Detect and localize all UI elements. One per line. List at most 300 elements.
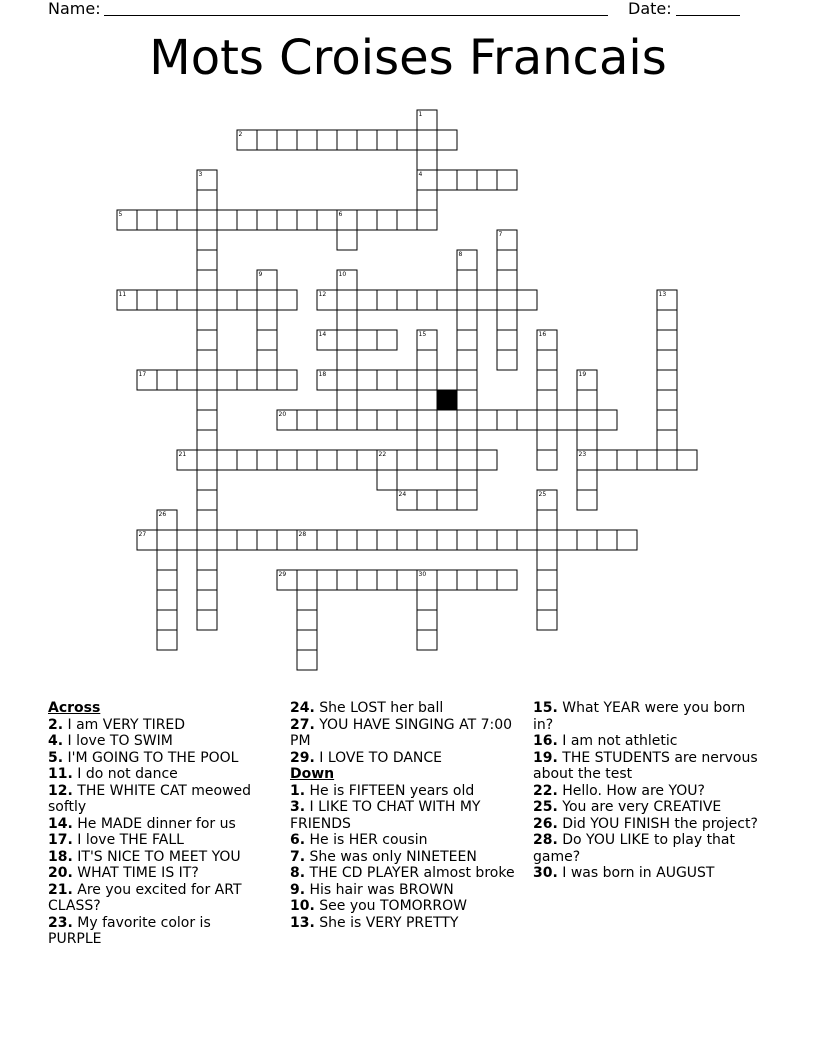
- grid-cell[interactable]: [437, 410, 457, 430]
- clue-text: YOU HAVE SINGING AT 7:00 PM: [290, 716, 513, 749]
- grid-cell[interactable]: [497, 330, 517, 350]
- across-clue: [48, 783, 263, 816]
- grid-cell[interactable]: [597, 530, 617, 550]
- clue-number: 3.: [290, 799, 306, 815]
- grid-cell[interactable]: [357, 410, 377, 430]
- grid-cell[interactable]: [337, 570, 357, 590]
- cell-number: 30: [418, 571, 427, 578]
- grid-cell[interactable]: [437, 170, 457, 190]
- grid-cell[interactable]: [337, 330, 357, 350]
- clue-text: My favorite color is PURPLE: [48, 914, 211, 947]
- grid-cell[interactable]: [237, 530, 257, 550]
- clue-text: What YEAR were you born in?: [533, 700, 746, 733]
- grid-cell[interactable]: [277, 530, 297, 550]
- grid-cell[interactable]: [417, 130, 437, 150]
- clue-text: Did YOU FINISH the project?: [562, 815, 758, 832]
- grid-cell[interactable]: [417, 490, 437, 510]
- grid-cell[interactable]: [357, 530, 377, 550]
- across-clue: [48, 832, 263, 849]
- clue-text: Do YOU LIKE to play that game?: [533, 832, 735, 865]
- grid-cell[interactable]: [197, 270, 217, 290]
- cell-number: 9: [258, 271, 263, 278]
- grid-cell[interactable]: [417, 590, 437, 610]
- cell-number: 11: [118, 291, 127, 298]
- cell-number: 12: [318, 291, 327, 298]
- down-clue: [533, 865, 763, 882]
- grid-cell[interactable]: [397, 370, 417, 390]
- grid-cell[interactable]: [197, 290, 217, 310]
- grid-cell[interactable]: [657, 310, 677, 330]
- grid-cell[interactable]: [337, 530, 357, 550]
- grid-cell[interactable]: [417, 450, 437, 470]
- grid-cell[interactable]: [677, 450, 697, 470]
- grid-cell[interactable]: [457, 490, 477, 510]
- name-label: Name:: [48, 0, 106, 18]
- grid-cell[interactable]: [657, 410, 677, 430]
- grid-cell[interactable]: [317, 130, 337, 150]
- grid-cell[interactable]: [337, 230, 357, 250]
- grid-cell[interactable]: [617, 450, 637, 470]
- grid-cell[interactable]: [457, 430, 477, 450]
- grid-cell[interactable]: [157, 290, 177, 310]
- grid-cell[interactable]: [657, 430, 677, 450]
- grid-cell[interactable]: [197, 570, 217, 590]
- grid-cell[interactable]: [257, 330, 277, 350]
- grid-cell[interactable]: [657, 450, 677, 470]
- clue-text: His hair was BROWN: [309, 881, 454, 898]
- clue-number: 1.: [290, 782, 306, 799]
- cell-number: 22: [378, 451, 387, 458]
- grid-cell[interactable]: [457, 570, 477, 590]
- grid-cell[interactable]: [197, 430, 217, 450]
- grid-cell[interactable]: [317, 450, 337, 470]
- cell-number: 3: [198, 171, 203, 178]
- clues-column-3: [533, 700, 763, 882]
- cell-number: 21: [178, 451, 187, 458]
- clue-text: I was born in AUGUST: [562, 865, 715, 881]
- grid-cell[interactable]: [397, 290, 417, 310]
- cell-number: 20: [278, 411, 287, 418]
- grid-cell[interactable]: [537, 530, 557, 550]
- grid-cell[interactable]: [217, 530, 237, 550]
- grid-cell[interactable]: [197, 310, 217, 330]
- grid-cell[interactable]: [437, 130, 457, 150]
- cell-number: 1: [418, 111, 423, 118]
- cell-number: 23: [578, 451, 587, 458]
- grid-cell[interactable]: [357, 330, 377, 350]
- grid-cell[interactable]: [457, 470, 477, 490]
- grid-cell[interactable]: [157, 370, 177, 390]
- black-cell: [437, 390, 457, 410]
- grid-cell[interactable]: [417, 370, 437, 390]
- grid-cell[interactable]: [377, 410, 397, 430]
- down-clue: [290, 882, 522, 899]
- grid-cell[interactable]: [457, 330, 477, 350]
- grid-cell[interactable]: [477, 530, 497, 550]
- grid-cell[interactable]: [237, 290, 257, 310]
- grid-cell[interactable]: [477, 450, 497, 470]
- grid-cell[interactable]: [377, 130, 397, 150]
- grid-cell[interactable]: [457, 170, 477, 190]
- down-clue: [290, 865, 522, 882]
- grid-cell[interactable]: [457, 410, 477, 430]
- cell-number: 2: [238, 131, 243, 138]
- grid-cell[interactable]: [257, 310, 277, 330]
- grid-cell[interactable]: [417, 630, 437, 650]
- grid-cell[interactable]: [417, 350, 437, 370]
- grid-cell[interactable]: [537, 350, 557, 370]
- grid-cell[interactable]: [437, 570, 457, 590]
- grid-cell[interactable]: [417, 430, 437, 450]
- grid-cell[interactable]: [297, 630, 317, 650]
- grid-cell[interactable]: [197, 190, 217, 210]
- grid-cell[interactable]: [197, 470, 217, 490]
- clue-number: 29.: [290, 749, 315, 766]
- clue-text: THE CD PLAYER almost broke: [309, 865, 515, 881]
- down-clue: [290, 799, 522, 832]
- clue-number: 28.: [533, 832, 558, 848]
- grid-cell[interactable]: [377, 570, 397, 590]
- grid-cell[interactable]: [197, 350, 217, 370]
- grid-cell[interactable]: [257, 210, 277, 230]
- cell-number: 5: [118, 211, 123, 218]
- cell-number: 16: [538, 331, 547, 338]
- grid-cell[interactable]: [357, 570, 377, 590]
- grid-cell[interactable]: [617, 530, 637, 550]
- clue-number: 22.: [533, 782, 558, 799]
- grid-cell[interactable]: [577, 390, 597, 410]
- clue-text: Hello. How are YOU?: [562, 782, 705, 799]
- grid-cell[interactable]: [197, 330, 217, 350]
- grid-cell[interactable]: [337, 130, 357, 150]
- down-clue: [533, 700, 763, 733]
- grid-cell[interactable]: [397, 410, 417, 430]
- clue-text: He is HER cousin: [309, 832, 428, 848]
- grid-cell[interactable]: [297, 450, 317, 470]
- grid-cell[interactable]: [577, 410, 597, 430]
- grid-cell[interactable]: [537, 430, 557, 450]
- grid-cell[interactable]: [297, 570, 317, 590]
- clue-text: I am VERY TIRED: [67, 716, 186, 733]
- grid-cell[interactable]: [497, 290, 517, 310]
- grid-cell[interactable]: [197, 230, 217, 250]
- grid-cell[interactable]: [457, 270, 477, 290]
- grid-cell[interactable]: [417, 290, 437, 310]
- clue-number: 10.: [290, 898, 315, 914]
- grid-cell[interactable]: [237, 450, 257, 470]
- across-clue: [48, 733, 263, 750]
- clue-text: He is FIFTEEN years old: [309, 782, 475, 799]
- grid-cell[interactable]: [197, 530, 217, 550]
- grid-cell[interactable]: [297, 650, 317, 670]
- clue-text: I do not dance: [77, 766, 178, 782]
- grid-cell[interactable]: [497, 410, 517, 430]
- clues-column-1: [48, 700, 263, 948]
- grid-cell[interactable]: [497, 350, 517, 370]
- grid-cell[interactable]: [197, 250, 217, 270]
- grid-cell[interactable]: [297, 130, 317, 150]
- across-clue: [290, 717, 522, 750]
- grid-cell[interactable]: [477, 570, 497, 590]
- grid-cell[interactable]: [337, 290, 357, 310]
- grid-cell[interactable]: [297, 610, 317, 630]
- grid-cell[interactable]: [457, 370, 477, 390]
- grid-cell[interactable]: [537, 570, 557, 590]
- grid-cell[interactable]: [437, 490, 457, 510]
- grid-cell[interactable]: [377, 290, 397, 310]
- grid-cell[interactable]: [317, 530, 337, 550]
- grid-cell[interactable]: [537, 550, 557, 570]
- grid-cell[interactable]: [377, 370, 397, 390]
- cell-number: 25: [538, 491, 547, 498]
- grid-cell[interactable]: [277, 210, 297, 230]
- grid-cell[interactable]: [497, 250, 517, 270]
- grid-cell[interactable]: [517, 410, 537, 430]
- grid-cell[interactable]: [217, 290, 237, 310]
- grid-cell[interactable]: [417, 390, 437, 410]
- grid-cell[interactable]: [317, 570, 337, 590]
- grid-cell[interactable]: [577, 490, 597, 510]
- down-clue: [290, 832, 522, 849]
- grid-cell[interactable]: [157, 570, 177, 590]
- grid-cell[interactable]: [497, 530, 517, 550]
- grid-cell[interactable]: [457, 350, 477, 370]
- grid-cell[interactable]: [197, 390, 217, 410]
- grid-cell[interactable]: [437, 450, 457, 470]
- grid-cell[interactable]: [217, 450, 237, 470]
- cell-number: 19: [578, 371, 587, 378]
- down-clue: [533, 816, 763, 833]
- grid-cell[interactable]: [377, 530, 397, 550]
- clue-text: She is VERY PRETTY: [319, 914, 459, 931]
- down-clue: [290, 898, 522, 915]
- grid-cell[interactable]: [317, 210, 337, 230]
- clue-text: You are very CREATIVE: [562, 799, 722, 815]
- grid-cell[interactable]: [217, 210, 237, 230]
- grid-cell[interactable]: [277, 370, 297, 390]
- grid-cell[interactable]: [297, 210, 317, 230]
- grid-cell[interactable]: [537, 450, 557, 470]
- grid-cell[interactable]: [157, 630, 177, 650]
- grid-cell[interactable]: [417, 410, 437, 430]
- clue-text: I love THE FALL: [77, 832, 184, 848]
- grid-cell[interactable]: [637, 450, 657, 470]
- grid-cell[interactable]: [497, 570, 517, 590]
- grid-cell[interactable]: [137, 290, 157, 310]
- grid-cell[interactable]: [157, 530, 177, 550]
- across-clue: [48, 717, 263, 734]
- clue-text: She was only NINETEEN: [309, 848, 477, 865]
- grid-cell[interactable]: [177, 530, 197, 550]
- grid-cell[interactable]: [457, 290, 477, 310]
- grid-cell[interactable]: [337, 310, 357, 330]
- grid-cell[interactable]: [397, 130, 417, 150]
- clue-number: 23.: [48, 914, 73, 931]
- clue-number: 27.: [290, 716, 315, 733]
- clue-text: WHAT TIME IS IT?: [77, 865, 199, 881]
- grid-cell[interactable]: [177, 370, 197, 390]
- grid-cell[interactable]: [257, 370, 277, 390]
- grid-cell[interactable]: [297, 410, 317, 430]
- grid-cell[interactable]: [377, 210, 397, 230]
- grid-cell[interactable]: [517, 530, 537, 550]
- clue-number: 26.: [533, 815, 558, 832]
- grid-cell[interactable]: [257, 450, 277, 470]
- across-clue: [48, 865, 263, 882]
- grid-cell[interactable]: [337, 410, 357, 430]
- grid-cell[interactable]: [397, 530, 417, 550]
- clue-text: THE WHITE CAT meowed softly: [48, 782, 252, 815]
- grid-cell[interactable]: [197, 490, 217, 510]
- across-clue: [48, 816, 263, 833]
- grid-cell[interactable]: [417, 150, 437, 170]
- grid-cell[interactable]: [657, 370, 677, 390]
- grid-cell[interactable]: [357, 130, 377, 150]
- grid-cell[interactable]: [537, 610, 557, 630]
- clue-text: THE STUDENTS are nervous about the test: [533, 749, 758, 782]
- cell-number: 15: [418, 331, 427, 338]
- grid-cell[interactable]: [397, 450, 417, 470]
- grid-cell[interactable]: [457, 450, 477, 470]
- grid-cell[interactable]: [197, 550, 217, 570]
- grid-cell[interactable]: [417, 210, 437, 230]
- grid-cell[interactable]: [337, 370, 357, 390]
- grid-cell[interactable]: [437, 370, 457, 390]
- clues-column-2: [290, 700, 522, 931]
- grid-cell[interactable]: [477, 410, 497, 430]
- grid-cell[interactable]: [477, 290, 497, 310]
- grid-cell[interactable]: [657, 330, 677, 350]
- grid-cell[interactable]: [157, 590, 177, 610]
- clue-text: IT'S NICE TO MEET YOU: [77, 848, 241, 865]
- grid-cell[interactable]: [257, 130, 277, 150]
- grid-cell[interactable]: [357, 370, 377, 390]
- grid-cell[interactable]: [577, 430, 597, 450]
- grid-cell[interactable]: [577, 470, 597, 490]
- grid-cell[interactable]: [597, 410, 617, 430]
- clue-text: I LOVE TO DANCE: [319, 749, 443, 766]
- grid-cell[interactable]: [657, 390, 677, 410]
- grid-cell[interactable]: [197, 410, 217, 430]
- grid-cell[interactable]: [437, 290, 457, 310]
- grid-cell[interactable]: [457, 310, 477, 330]
- clue-number: 18.: [48, 848, 73, 865]
- grid-cell[interactable]: [497, 270, 517, 290]
- grid-cell[interactable]: [497, 310, 517, 330]
- cell-number: 6: [338, 211, 343, 218]
- grid-cell[interactable]: [197, 510, 217, 530]
- grid-cell[interactable]: [137, 210, 157, 230]
- grid-cell[interactable]: [337, 350, 357, 370]
- grid-cell[interactable]: [537, 510, 557, 530]
- clue-number: 19.: [533, 749, 558, 766]
- grid-cell[interactable]: [457, 530, 477, 550]
- cell-number: 17: [138, 371, 147, 378]
- grid-cell[interactable]: [157, 550, 177, 570]
- clue-number: 13.: [290, 914, 315, 931]
- grid-cell[interactable]: [437, 530, 457, 550]
- grid-cell[interactable]: [397, 210, 417, 230]
- date-label: Date:: [628, 0, 677, 18]
- grid-cell[interactable]: [477, 170, 497, 190]
- grid-cell[interactable]: [537, 410, 557, 430]
- grid-cell[interactable]: [337, 390, 357, 410]
- across-clue: [48, 849, 263, 866]
- grid-cell[interactable]: [237, 210, 257, 230]
- grid-cell[interactable]: [197, 450, 217, 470]
- grid-cell[interactable]: [397, 570, 417, 590]
- grid-cell[interactable]: [337, 450, 357, 470]
- across-clue: [48, 915, 263, 948]
- cell-number: 13: [658, 291, 667, 298]
- grid-cell[interactable]: [497, 170, 517, 190]
- grid-cell[interactable]: [177, 290, 197, 310]
- grid-cell[interactable]: [417, 610, 437, 630]
- grid-cell[interactable]: [457, 390, 477, 410]
- grid-cell[interactable]: [657, 350, 677, 370]
- down-clue: [290, 915, 522, 932]
- grid-cell[interactable]: [277, 130, 297, 150]
- grid-cell[interactable]: [257, 530, 277, 550]
- grid-cell[interactable]: [197, 610, 217, 630]
- grid-cell[interactable]: [277, 290, 297, 310]
- grid-cell[interactable]: [257, 290, 277, 310]
- grid-cell[interactable]: [277, 450, 297, 470]
- grid-cell[interactable]: [197, 590, 217, 610]
- grid-cell[interactable]: [157, 610, 177, 630]
- grid-cell[interactable]: [197, 210, 217, 230]
- grid-cell[interactable]: [577, 530, 597, 550]
- grid-cell[interactable]: [157, 210, 177, 230]
- grid-cell[interactable]: [357, 290, 377, 310]
- grid-cell[interactable]: [357, 450, 377, 470]
- grid-cell[interactable]: [377, 330, 397, 350]
- grid-cell[interactable]: [217, 370, 237, 390]
- cell-number: 29: [278, 571, 287, 578]
- grid-cell[interactable]: [257, 350, 277, 370]
- grid-cell[interactable]: [237, 370, 257, 390]
- grid-cell[interactable]: [197, 370, 217, 390]
- grid-cell[interactable]: [417, 190, 437, 210]
- grid-cell[interactable]: [417, 530, 437, 550]
- clue-number: 6.: [290, 832, 306, 848]
- grid-cell[interactable]: [317, 410, 337, 430]
- down-clue: [533, 783, 763, 800]
- grid-cell[interactable]: [597, 450, 617, 470]
- clue-number: 9.: [290, 881, 306, 898]
- grid-cell[interactable]: [537, 390, 557, 410]
- grid-cell[interactable]: [557, 410, 577, 430]
- grid-cell[interactable]: [177, 210, 197, 230]
- page-title: Mots Croises Francais: [149, 30, 667, 86]
- clue-number: 8.: [290, 865, 306, 881]
- cell-number: 18: [318, 371, 327, 378]
- grid-cell[interactable]: [297, 590, 317, 610]
- grid-cell[interactable]: [537, 590, 557, 610]
- grid-cell[interactable]: [377, 470, 397, 490]
- grid-cell[interactable]: [537, 370, 557, 390]
- clue-number: 11.: [48, 766, 73, 782]
- across-clue: [48, 750, 263, 767]
- grid-cell[interactable]: [357, 210, 377, 230]
- grid-cell[interactable]: [517, 290, 537, 310]
- across-clue: [48, 882, 263, 915]
- down-clue: [533, 832, 763, 865]
- clue-number: 30.: [533, 865, 558, 881]
- down-clue: [290, 849, 522, 866]
- clue-number: 16.: [533, 733, 558, 749]
- grid-cell[interactable]: [557, 530, 577, 550]
